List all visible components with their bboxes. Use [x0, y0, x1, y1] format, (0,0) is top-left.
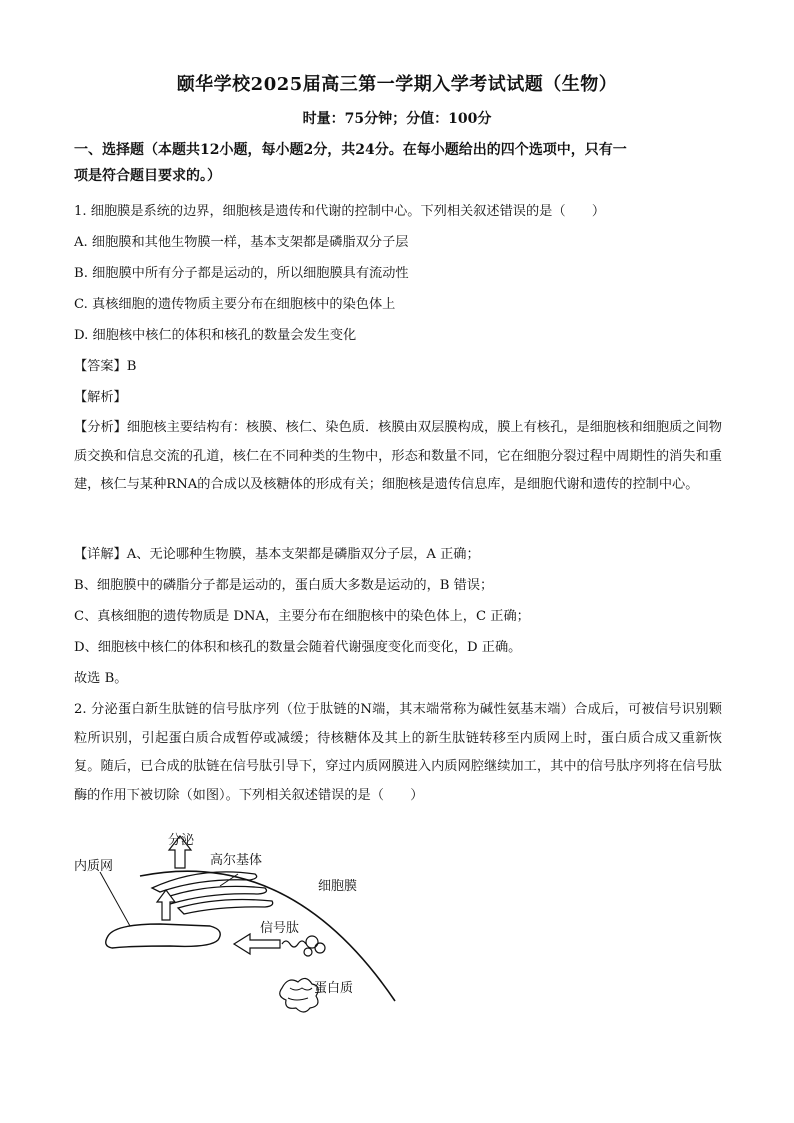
- q1-analysis-label: 【解析】: [74, 390, 127, 405]
- label-signal: 信号肽: [260, 921, 300, 936]
- label-er: 内质网: [74, 859, 114, 874]
- protein-fold-icon: [288, 988, 312, 1000]
- er-leader-line: [100, 872, 130, 926]
- q1-detail-d: D、细胞核中核仁的体积和核孔的数量会随着代谢强度变化而变化，D 正确。: [74, 640, 522, 655]
- section-heading-line-1: 一、选择题（本题共12小题，每小题2分，共24分。在每小题给出的四个选项中，只有一: [74, 142, 627, 158]
- signal-peptide-icon: [282, 941, 306, 947]
- protein-icon: [280, 978, 319, 1012]
- secretion-diagram: [60, 826, 400, 1026]
- q1-detail-c: C、真核细胞的遗传物质是 DNA，主要分布在细胞核中的染色体上，C 正确；: [74, 609, 530, 624]
- label-golgi: 高尔基体: [210, 853, 263, 868]
- section-heading: [74, 137, 724, 189]
- q1-answer: 【答案】B: [74, 359, 137, 374]
- q1-analysis-text: 【分析】细胞核主要结构有：核膜、核仁、染色质．核膜由双层膜构成，膜上有核孔，是细胞核和细胞质之间物质交换和信息交流的孔道，核仁在不同种类的生物中，形态和数量不同，它在细胞分裂过程中周期性的消失和重建，核仁与某种RNA的合成以及核糖体的形成有关；细胞核是遗传信息库，是细胞代谢和遗传的控制中心。: [74, 420, 722, 493]
- q1-analysis: [74, 414, 722, 500]
- section-heading-line-2: 项是符合题目要求的。）: [74, 168, 221, 184]
- label-protein: 蛋白质: [314, 981, 354, 996]
- transport-arrow-icon: [157, 890, 175, 920]
- label-membrane: 细胞膜: [318, 879, 358, 894]
- q1-option-b: B. 细胞膜中所有分子都是运动的，所以细胞膜具有流动性: [74, 266, 409, 281]
- ribosome-icon: [315, 943, 325, 953]
- page-title: 颐华学校2025届高三第一学期入学考试试题（生物）: [176, 74, 618, 95]
- q1-detail-a: 【详解】A、无论哪种生物膜，基本支架都是磷脂双分子层，A 正确；: [74, 547, 480, 562]
- ribosome-icon: [304, 948, 312, 956]
- ribosome-icon: [306, 936, 318, 948]
- q2-stem: [74, 696, 722, 810]
- q1-option-a: A. 细胞膜和其他生物膜一样，基本支架都是磷脂双分子层: [74, 235, 409, 250]
- q2-stem-text: 2. 分泌蛋白新生肽链的信号肽序列（位于肽链的N端，其末端常称为碱性氨基末端）合成后，可被信号识别颗粒所识别，引起蛋白质合成暂停或减缓；待核糖体及其上的新生肽链转移至内质网上时，蛋白质合成又重新恢复。随后，已合成的肽链在信号肽引导下，穿过内质网膜进入内质网腔继续加工，其中的信号肽序列将在信号肽酶的作用下被切除（如图）。下列相关叙述错误的是（ ）: [74, 702, 722, 803]
- q1-conclusion: 故选 B。: [74, 671, 128, 686]
- q1-option-d: D. 细胞核中核仁的体积和核孔的数量会发生变化: [74, 328, 357, 343]
- golgi-shape: [178, 900, 273, 914]
- signal-arrow-icon: [234, 934, 280, 954]
- q1-stem: 1. 细胞膜是系统的边界，细胞核是遗传和代谢的控制中心。下列相关叙述错误的是（ ）: [74, 204, 606, 219]
- q1-option-c: C. 真核细胞的遗传物质主要分布在细胞核中的染色体上: [74, 297, 396, 312]
- er-shape: [106, 924, 220, 948]
- q1-detail-b: B、细胞膜中的磷脂分子都是运动的，蛋白质大多数是运动的，B 错误；: [74, 578, 494, 593]
- label-secretion: 分泌: [168, 833, 195, 848]
- exam-info: 时量：75分钟；分值：100分: [302, 111, 492, 127]
